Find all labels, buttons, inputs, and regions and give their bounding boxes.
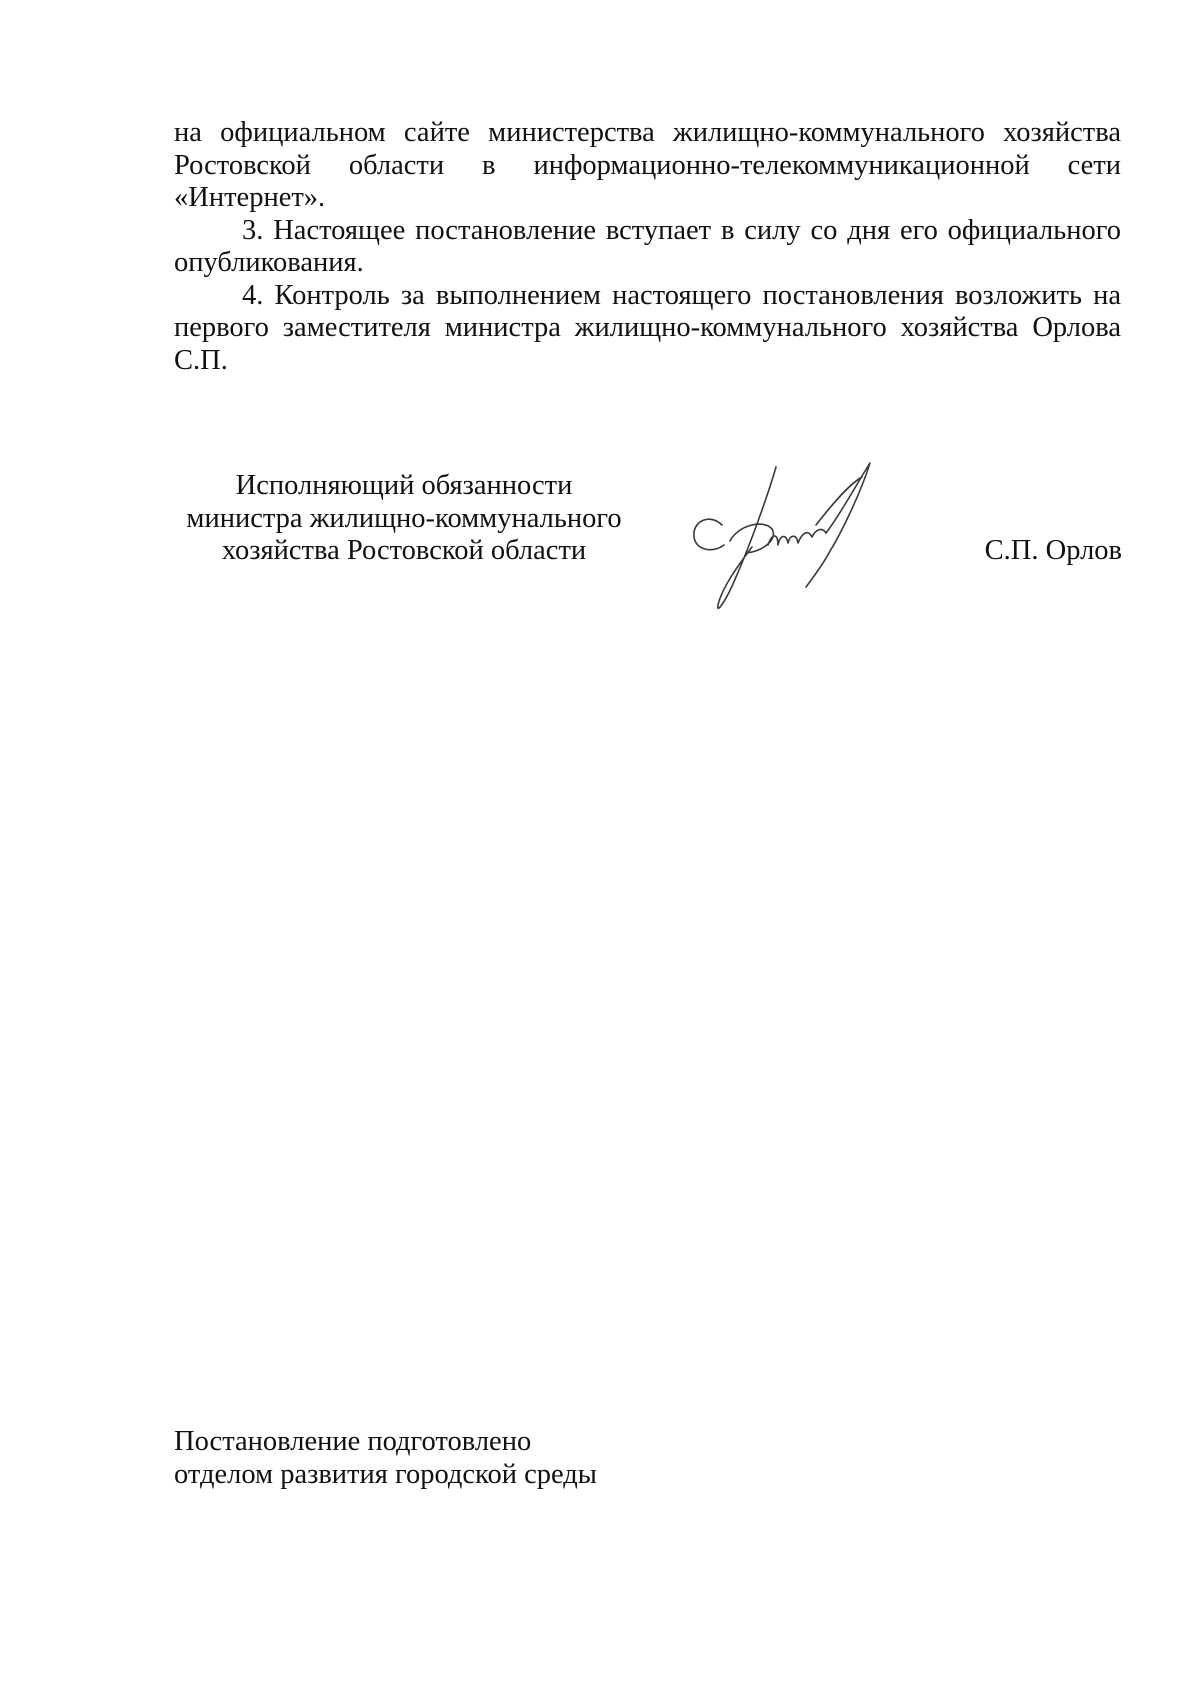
body-text bbox=[174, 117, 1121, 377]
prepared-by-line: Постановление подготовлено bbox=[174, 1426, 532, 1457]
signer-name: С.П. Орлов bbox=[984, 535, 1122, 566]
prepared-by-line: отделом развития городской среды bbox=[174, 1458, 597, 1490]
paragraph-4-control: 4. Контроль за выполнением настоящего постановления возложить на первого заместителя министра жилищно-коммунального хозяйства Орлова С.П. bbox=[174, 279, 1121, 376]
handwritten-signature bbox=[680, 455, 880, 625]
signatory-position-line: Исполняющий обязанности bbox=[235, 470, 573, 501]
signatory-position-line: министра жилищно-коммунального bbox=[186, 502, 622, 534]
paragraph-3-effective-date: 3. Настоящее постановление вступает в силу со дня его официального опубликования. bbox=[174, 214, 1121, 278]
signatory-position-line: хозяйства Ростовской области bbox=[221, 535, 587, 566]
paragraph-publication: на официальном сайте министерства жилищно-коммунального хозяйства Ростовской области в информационно-телекоммуникационной сети «Интернет». bbox=[174, 117, 1121, 213]
prepared-by-note bbox=[174, 1426, 597, 1491]
signatory-position bbox=[174, 470, 634, 568]
